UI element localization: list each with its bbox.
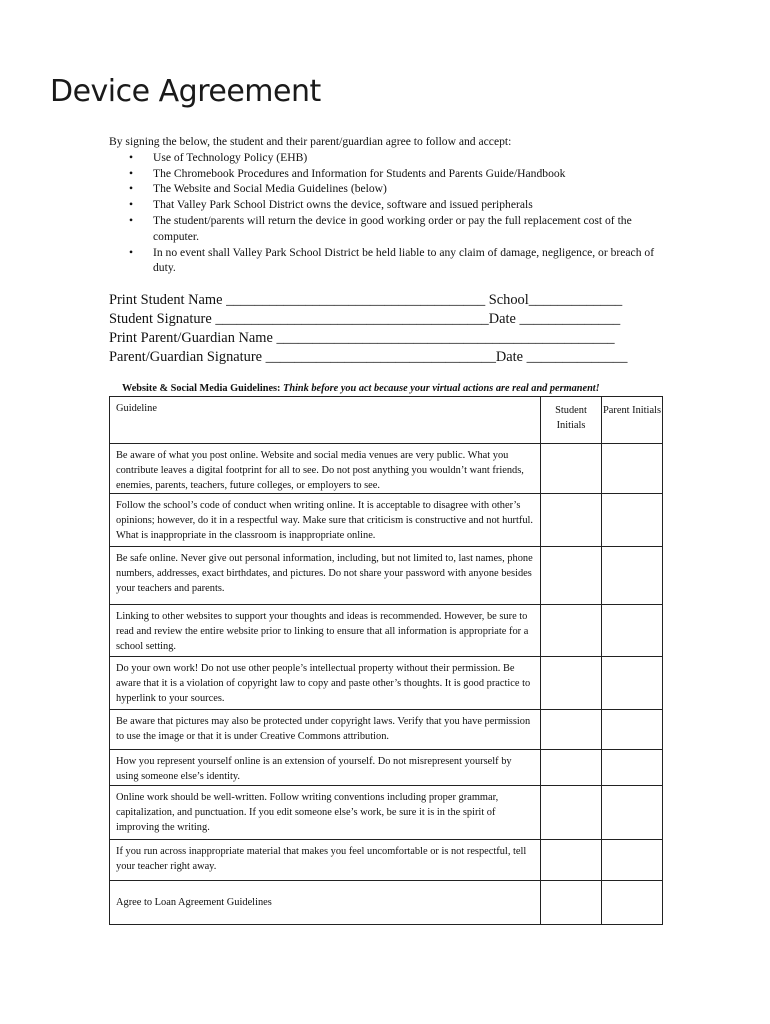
bullet-icon: • xyxy=(129,245,134,259)
guideline-text: If you run across inappropriate material that makes you feel uncomfortable or is not respectful, tell your teacher right away. xyxy=(110,840,541,881)
agreement-item-text: The Website and Social Media Guidelines (below) xyxy=(153,182,387,196)
parent-initials-cell[interactable] xyxy=(602,786,663,840)
parent-initials-cell[interactable] xyxy=(602,605,663,657)
page-title: Device Agreement xyxy=(50,74,321,109)
agreement-item xyxy=(109,166,669,182)
student-initials-cell[interactable] xyxy=(541,786,602,840)
table-row xyxy=(110,444,663,494)
guideline-text: Agree to Loan Agreement Guidelines xyxy=(110,881,541,925)
guideline-text: Be aware that pictures may also be protected under copyright laws. Verify that you have permission to use the image or that it is under Creative Commons attribution. xyxy=(110,710,541,750)
guidelines-heading xyxy=(122,383,682,394)
agreement-item xyxy=(109,197,669,213)
guideline-text: Be safe online. Never give out personal information, including, but not limited to, last names, phone numbers, addresses, exact birthdates, and pictures. Do not share your password with anyone besides your teachers and parents. xyxy=(110,547,541,605)
table-row xyxy=(110,710,663,750)
agreement-item-text: Use of Technology Policy (EHB) xyxy=(153,150,308,164)
parent-initials-cell[interactable] xyxy=(602,881,663,925)
table-row xyxy=(110,605,663,657)
guideline-text: Do your own work! Do not use other people’s intellectual property without their permission. Be aware that it is a violation of copyright law to copy and paste other’s thoughts. It is good practice to hyperlink to your sources. xyxy=(110,657,541,710)
student-initials-cell[interactable] xyxy=(541,840,602,881)
student-initials-cell[interactable] xyxy=(541,881,602,925)
parent-initials-header: Parent Initials xyxy=(602,397,663,444)
guideline-text: Online work should be well-written. Follow writing conventions including proper grammar, capitalization, and punctuation. If you edit someone else’s work, be sure it is in the spirit of improving the writing. xyxy=(110,786,541,840)
table-row xyxy=(110,786,663,840)
parent-initials-cell[interactable] xyxy=(602,710,663,750)
table-row xyxy=(110,840,663,881)
guideline-text: Follow the school’s code of conduct when writing online. It is acceptable to disagree with other’s opinions; however, do it in a respectful way. Make sure that criticism is constructive and not hurtful. What is inappropriate in the classroom is inappropriate online. xyxy=(110,494,541,547)
guidelines-subheading: Think before you act because your virtual actions are real and permanent! xyxy=(283,383,600,394)
table-row xyxy=(110,657,663,710)
student-initials-cell[interactable] xyxy=(541,494,602,547)
parent-initials-cell[interactable] xyxy=(602,547,663,605)
parent-initials-cell[interactable] xyxy=(602,444,663,494)
agreement-intro xyxy=(109,134,669,276)
parent-signature-field[interactable]: Parent/Guardian Signature ________________________________Date ______________ xyxy=(109,349,628,365)
table-row xyxy=(110,881,663,925)
intro-lead: By signing the below, the student and their parent/guardian agree to follow and accept: xyxy=(109,135,512,148)
table-row xyxy=(110,547,663,605)
student-initials-header: Student Initials xyxy=(541,397,602,444)
agreement-item xyxy=(109,213,669,245)
parent-initials-cell[interactable] xyxy=(602,750,663,786)
bullet-icon: • xyxy=(129,166,134,180)
agreement-item-text: The student/parents will return the device in good working order or pay the full replacement cost of the computer. xyxy=(153,213,632,243)
bullet-icon: • xyxy=(129,213,134,227)
student-initials-cell[interactable] xyxy=(541,657,602,710)
student-initials-cell[interactable] xyxy=(541,710,602,750)
guideline-text: How you represent yourself online is an extension of yourself. Do not misrepresent yourself by using someone else’s identity. xyxy=(110,750,541,786)
guidelines-table xyxy=(109,396,663,925)
guidelines-heading-label: Website & Social Media Guidelines: xyxy=(122,383,281,394)
student-initials-cell[interactable] xyxy=(541,547,602,605)
student-initials-cell[interactable] xyxy=(541,605,602,657)
bullet-icon: • xyxy=(129,182,134,196)
guideline-text: Linking to other websites to support your thoughts and ideas is recommended. However, be sure to read and review the entire website prior to linking to ensure that all information is appropriate for a school setting. xyxy=(110,605,541,657)
guideline-column-header: Guideline xyxy=(110,397,541,444)
agreement-item-text: In no event shall Valley Park School District be held liable to any claim of damage, negligence, or breach of duty. xyxy=(153,245,655,275)
table-row xyxy=(110,750,663,786)
bullet-icon: • xyxy=(129,198,134,212)
table-header-row xyxy=(110,397,663,444)
signature-fields xyxy=(109,291,669,367)
agreement-item xyxy=(109,181,669,197)
parent-name-field[interactable]: Print Parent/Guardian Name _______________________________________________ xyxy=(109,330,615,346)
bullet-icon: • xyxy=(129,150,134,164)
agreement-item-text: The Chromebook Procedures and Information for Students and Parents Guide/Handbook xyxy=(153,166,566,180)
agreement-list xyxy=(109,150,669,276)
student-initials-cell[interactable] xyxy=(541,444,602,494)
student-initials-cell[interactable] xyxy=(541,750,602,786)
parent-initials-cell[interactable] xyxy=(602,494,663,547)
table-row xyxy=(110,494,663,547)
student-name-field[interactable]: Print Student Name ____________________________________ School_____________ xyxy=(109,292,623,308)
agreement-item-text: That Valley Park School District owns the device, software and issued peripherals xyxy=(153,198,533,212)
agreement-item xyxy=(109,150,669,166)
guideline-text: Be aware of what you post online. Website and social media venues are very public. What you contribute leaves a digital footprint for all to see. Do not post anything you wouldn’t want friends, enemies, parents, teachers, future colleges, or employers to see. xyxy=(110,444,541,494)
agreement-item xyxy=(109,245,669,277)
student-signature-field[interactable]: Student Signature ______________________________________Date ______________ xyxy=(109,311,621,327)
parent-initials-cell[interactable] xyxy=(602,840,663,881)
parent-initials-cell[interactable] xyxy=(602,657,663,710)
